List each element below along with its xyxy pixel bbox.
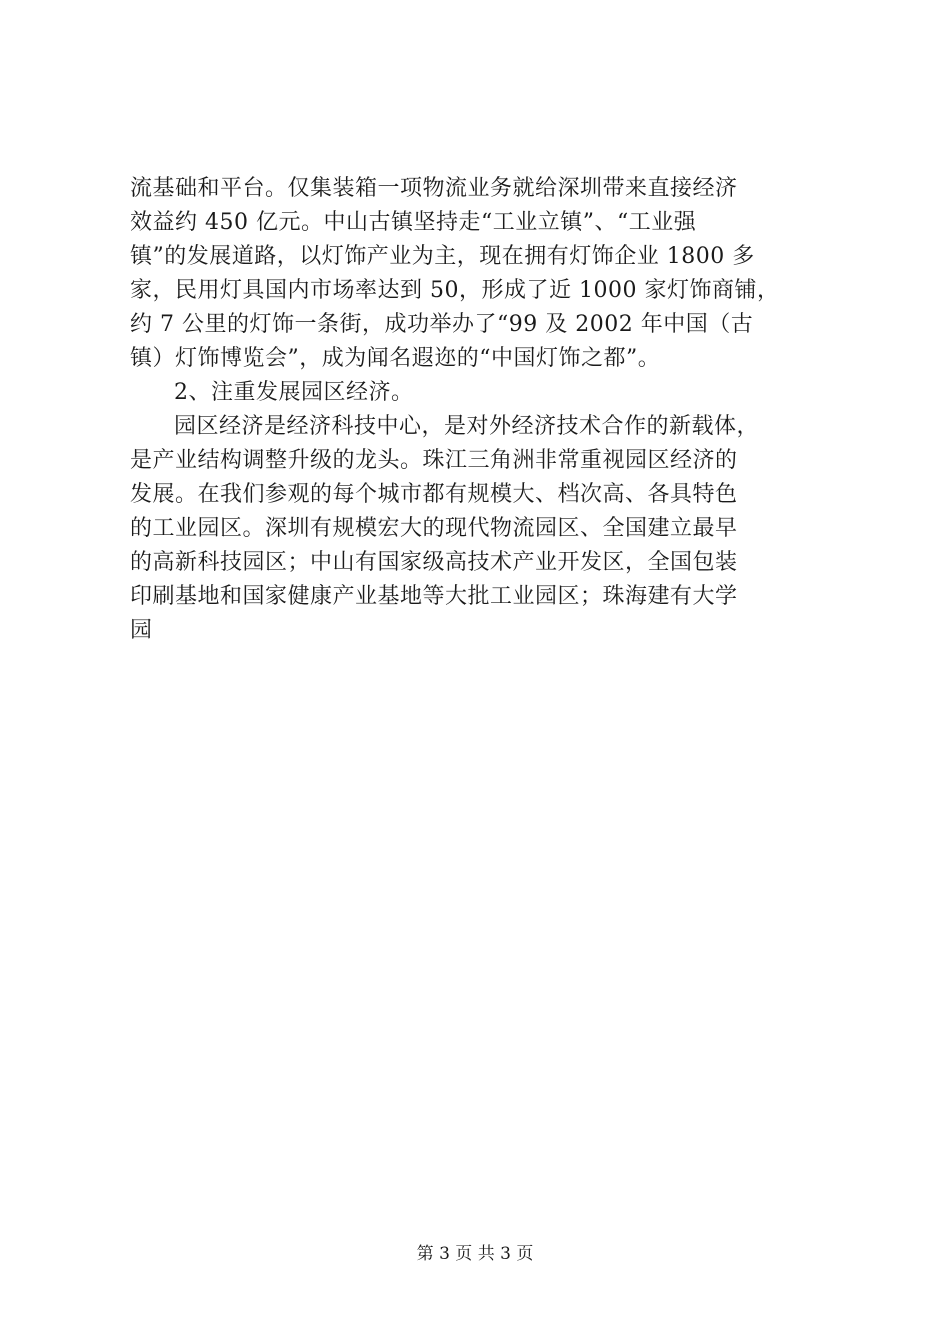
body-text xyxy=(130,172,830,648)
text-line: 印刷基地和国家健康产业基地等大批工业园区；珠海建有大学 xyxy=(130,584,738,609)
text-line: 家，民用灯具国内市场率达到 50，形成了近 1000 家灯饰商铺， xyxy=(130,278,780,303)
text-line: 镇”的发展道路，以灯饰产业为主，现在拥有灯饰企业 1800 多 xyxy=(130,244,755,269)
text-line: 的高新科技园区；中山有国家级高技术产业开发区，全国包装 xyxy=(130,550,738,575)
text-line: 效益约 450 亿元。中山古镇坚持走“工业立镇”、“工业强 xyxy=(130,210,697,235)
text-line: 是产业结构调整升级的龙头。珠江三角洲非常重视园区经济的 xyxy=(130,448,738,473)
text-line: 镇）灯饰博览会”，成为闻名遐迩的“中国灯饰之都”。 xyxy=(130,346,661,371)
text-line: 园区经济是经济科技中心，是对外经济技术合作的新载体， xyxy=(174,414,760,439)
page-footer: 第 3 页 共 3 页 xyxy=(416,1244,534,1264)
section-heading: 2、注重发展园区经济。 xyxy=(174,380,414,405)
text-line: 发展。在我们参观的每个城市都有规模大、档次高、各具特色 xyxy=(130,482,738,507)
text-line: 约 7 公里的灯饰一条街，成功举办了“99 及 2002 年中国（古 xyxy=(130,312,754,337)
text-line: 的工业园区。深圳有规模宏大的现代物流园区、全国建立最早 xyxy=(130,516,738,541)
text-line: 流基础和平台。仅集装箱一项物流业务就给深圳带来直接经济 xyxy=(130,176,738,201)
text-line: 园 xyxy=(130,618,153,643)
